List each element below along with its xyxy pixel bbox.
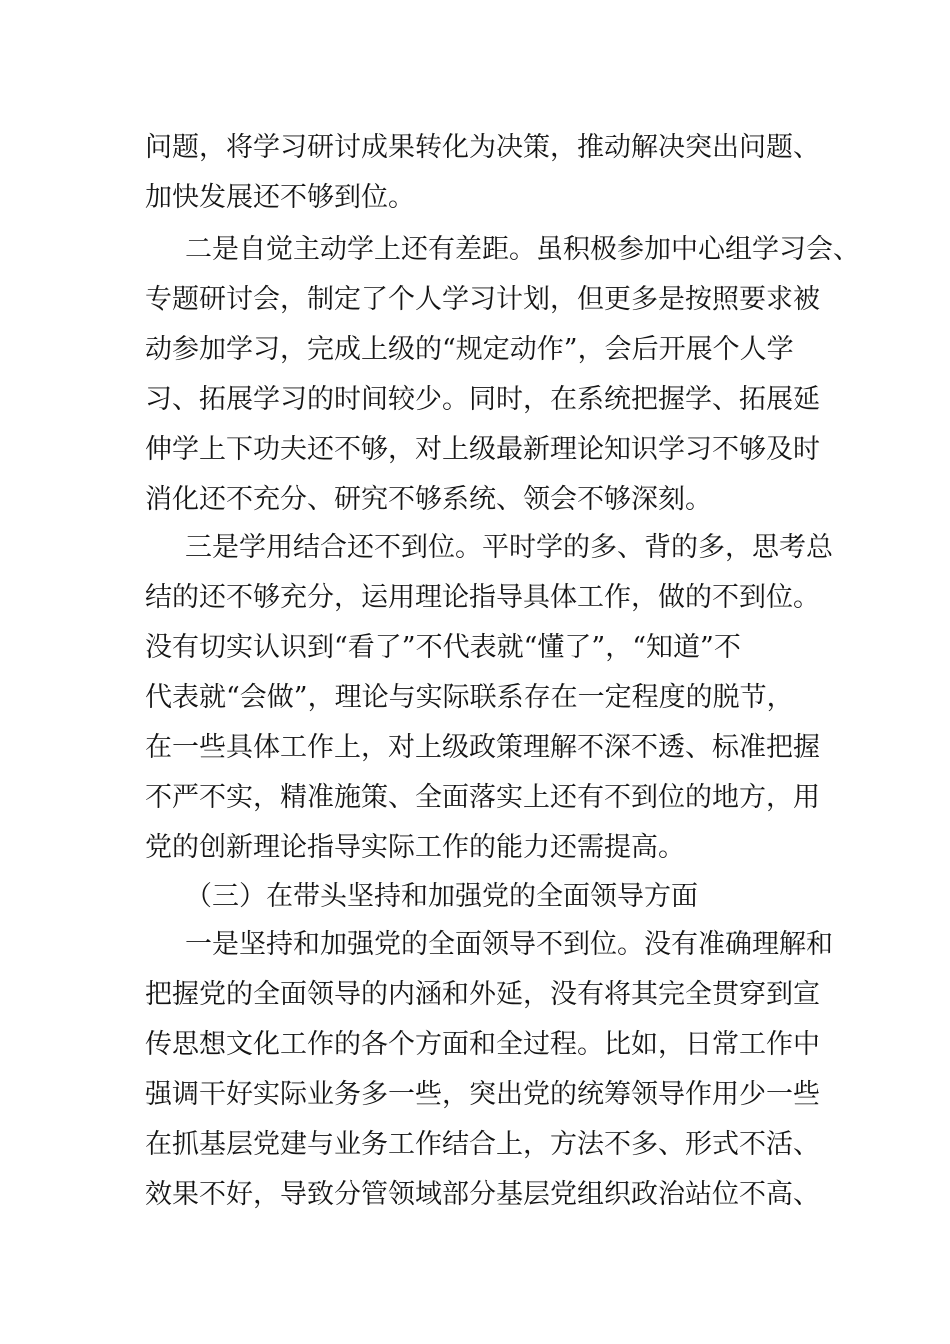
section-heading: （三）在带头坚持和加强党的全面领导方面	[185, 881, 698, 912]
paragraph-start-line: 二是自觉主动学上还有差距。虽积极参加中心组学习会、	[185, 234, 860, 265]
text-line: 没有切实认识到“看了”不代表就“懂了”，“知道”不	[145, 632, 741, 663]
text-line: 动参加学习，完成上级的“规定动作”，会后开展个人学	[145, 334, 794, 365]
text-line: 习、拓展学习的时间较少。同时，在系统把握学、拓展延	[145, 384, 820, 415]
text-line: 不严不实，精准施策、全面落实上还有不到位的地方，用	[145, 782, 820, 813]
text-line: 问题，将学习研讨成果转化为决策，推动解决突出问题、	[145, 132, 820, 163]
paragraph-start-line: 三是学用结合还不到位。平时学的多、背的多，思考总	[185, 532, 833, 563]
text-line: 在抓基层党建与业务工作结合上，方法不多、形式不活、	[145, 1129, 820, 1160]
text-line: 消化还不充分、研究不够系统、领会不够深刻。	[145, 484, 712, 515]
text-line: 传思想文化工作的各个方面和全过程。比如，日常工作中	[145, 1029, 820, 1060]
text-line: 党的创新理论指导实际工作的能力还需提高。	[145, 832, 685, 863]
paragraph-start-line: 一是坚持和加强党的全面领导不到位。没有准确理解和	[185, 929, 833, 960]
text-line: 代表就“会做”，理论与实际联系存在一定程度的脱节，	[145, 682, 794, 713]
text-line: 把握党的全面领导的内涵和外延，没有将其完全贯穿到宣	[145, 979, 820, 1010]
text-line: 加快发展还不够到位。	[145, 182, 415, 213]
text-line: 结的还不够充分，运用理论指导具体工作，做的不到位。	[145, 582, 820, 613]
text-line: 在一些具体工作上，对上级政策理解不深不透、标准把握	[145, 732, 820, 763]
text-line: 效果不好，导致分管领域部分基层党组织政治站位不高、	[145, 1179, 820, 1210]
text-line: 专题研讨会，制定了个人学习计划，但更多是按照要求被	[145, 284, 820, 315]
text-line: 伸学上下功夫还不够，对上级最新理论知识学习不够及时	[145, 434, 820, 465]
text-line: 强调干好实际业务多一些，突出党的统筹领导作用少一些	[145, 1079, 820, 1110]
